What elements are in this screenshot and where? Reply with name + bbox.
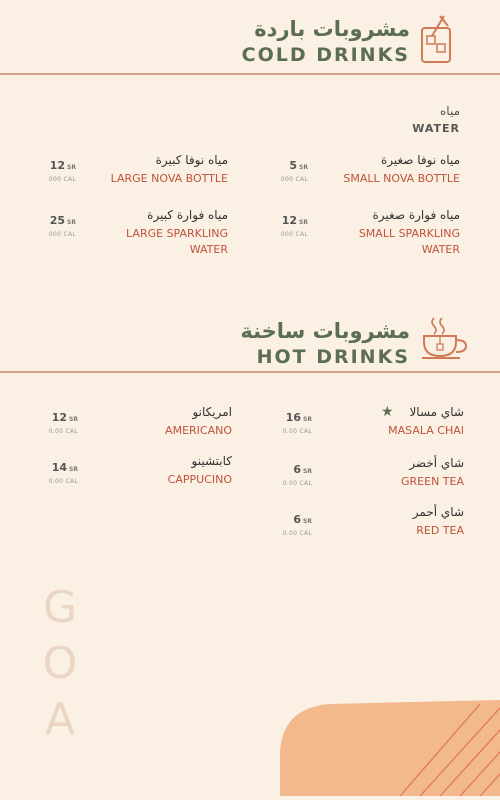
item-name-ar: مياه فوارة كبيرة [147,208,228,222]
item-name-en: MASALA CHAI [388,424,464,437]
price-value: 16 [285,411,302,424]
goa-letter: G [42,582,78,633]
calorie-info: 000 CAL [280,176,308,183]
hot-divider [0,371,500,373]
item-name-en: SMALL SPARKLING WATER [358,227,460,256]
item-name-ar: شاي مسالا [409,405,464,419]
calorie-info: 000 CAL [48,231,76,238]
calorie-info: 0.00 CAL [48,478,78,485]
cold-title-en: COLD DRINKS [241,44,410,66]
item-name-ar: مياه فوارة صغيرة [372,208,460,222]
price-value: 25 [49,214,66,227]
calorie-info: 000 CAL [48,176,76,183]
price-currency: SR [303,416,312,423]
item-name-ar: امريكانو [192,405,232,419]
menu-item [78,152,228,187]
tea-cup-icon [420,316,468,364]
price-value: 5 [289,159,298,172]
cold-divider [0,73,500,75]
menu-item [354,455,464,490]
item-name-ar: مياه نوفا صغيرة [380,153,460,167]
goa-letter: O [42,638,78,689]
price-value: 12 [49,159,66,172]
price-currency: SR [303,518,312,525]
item-name-en: RED TEA [416,524,464,537]
item-price [8,406,78,435]
item-price [6,209,76,238]
decorative-shape [280,686,500,800]
iced-drink-icon [418,14,454,68]
item-name-ar: شاي أحمر [412,505,464,519]
calorie-info: 0.00 CAL [282,530,312,537]
hot-title-en: HOT DRINKS [256,346,410,368]
price-currency: SR [67,219,76,226]
item-price [238,209,308,238]
item-name-ar: مياه نوفا كبيرة [155,153,228,167]
item-price [242,508,312,537]
price-value: 6 [293,513,302,526]
water-subheading [412,104,460,135]
hot-title-ar: مشروبات ساخنة [240,319,410,343]
price-value: 12 [281,214,298,227]
water-title-ar: مياه [440,104,460,118]
goa-letter: A [44,694,76,745]
menu-item [354,504,464,539]
item-name-en: AMERICANO [165,424,232,437]
item-name-ar: شاي أخضر [409,456,464,470]
item-price [238,154,308,183]
menu-item [354,404,464,439]
water-title-en: WATER [412,122,460,135]
hot-drinks-heading [240,318,410,368]
calorie-info: 0.00 CAL [282,480,312,487]
goa-watermark [30,580,90,748]
item-price [242,458,312,487]
item-name-en: SMALL NOVA BOTTLE [343,172,460,185]
menu-item [310,152,460,187]
price-currency: SR [299,164,308,171]
item-price [242,406,312,435]
price-currency: SR [303,468,312,475]
item-name-en: LARGE SPARKLING WATER [126,227,228,256]
item-price [6,154,76,183]
item-name-en: LARGE NOVA BOTTLE [110,172,228,185]
menu-item [330,207,460,258]
cold-drinks-heading [242,16,410,66]
price-value: 14 [51,461,68,474]
price-value: 12 [51,411,68,424]
item-name-ar: كابتشينو [191,454,232,468]
price-currency: SR [69,416,78,423]
calorie-info: 0.00 CAL [48,428,78,435]
item-price [8,456,78,485]
cold-title-ar: مشروبات باردة [254,17,410,41]
price-currency: SR [299,219,308,226]
menu-item [98,207,228,258]
price-currency: SR [69,466,78,473]
item-name-en: GREEN TEA [401,475,464,488]
calorie-info: 0.00 CAL [282,428,312,435]
price-currency: SR [67,164,76,171]
menu-item [122,404,232,439]
calorie-info: 000 CAL [280,231,308,238]
price-value: 6 [293,463,302,476]
item-name-en: CAPPUCINO [167,473,232,486]
featured-star-icon: ★ [381,404,394,420]
menu-item [122,453,232,488]
